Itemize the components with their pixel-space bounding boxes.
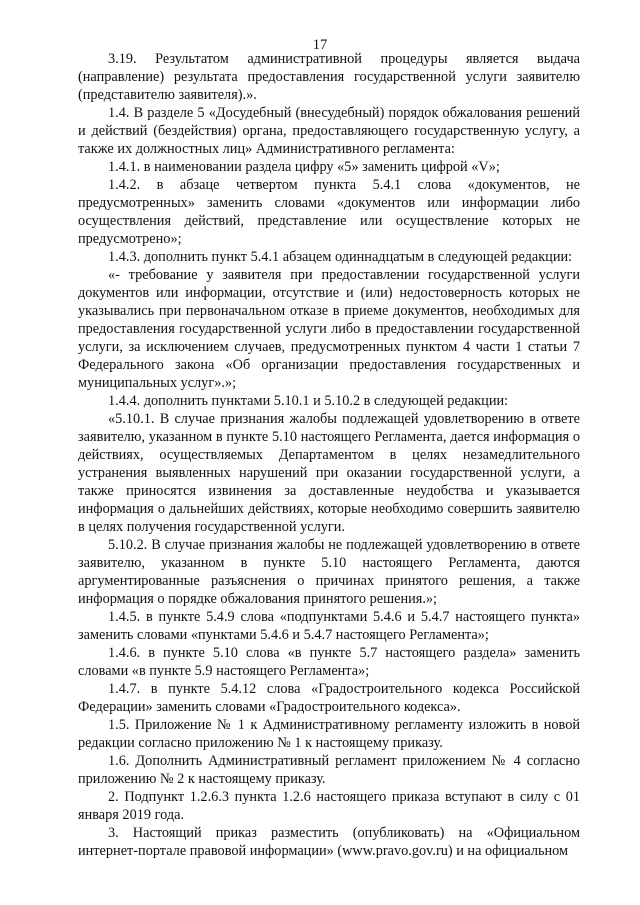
paragraph-1-4-6: 1.4.6. в пункте 5.10 слова «в пункте 5.7 настоящего раздела» заменить словами «в пункте 5.9 настоящего Регламента»; (78, 645, 580, 679)
paragraph-3-19: 3.19. Результатом административной процедуры является выдача (направление) результата предоставления государственной услуги заявителю (представителю заявителя).». (78, 51, 580, 103)
paragraph-1-5: 1.5. Приложение № 1 к Административному регламенту изложить в новой редакции согласно приложению № 1 к настоящему приказу. (78, 717, 580, 751)
paragraph-1-6: 1.6. Дополнить Административный регламент приложением № 4 согласно приложению № 2 к настоящему приказу. (78, 753, 580, 787)
paragraph-5-10-1: «5.10.1. В случае признания жалобы подлежащей удовлетворению в ответе заявителю, указанном в пункте 5.10 настоящего Регламента, дается информация о действиях, осуществляемых Департаментом в целях незамедлительного устранения выявленных нарушений при оказании государственной услуги, а также приносятся извинения за доставленные неудобства и указывается информация о дальнейших действиях, которые необходимо совершить заявителю в целях получения государственной услуги. (78, 411, 580, 535)
paragraph-1-4-2: 1.4.2. в абзаце четвертом пункта 5.4.1 слова «документов, не предусмотренных» заменить словами «документов или информации либо осуществления действий, представление или осуществление которых не предусмотрено»; (78, 177, 580, 247)
document-body (78, 50, 580, 860)
paragraph-1-4-5: 1.4.5. в пункте 5.4.9 слова «подпунктами 5.4.6 и 5.4.7 настоящего пункта» заменить словами «пунктами 5.4.6 и 5.4.7 настоящего Регламента»; (78, 609, 580, 643)
paragraph-1-4-1: 1.4.1. в наименовании раздела цифру «5» заменить цифрой «V»; (108, 159, 500, 175)
paragraph-1-4-4: 1.4.4. дополнить пунктами 5.10.1 и 5.10.2 в следующей редакции: (108, 393, 509, 409)
paragraph-3: 3. Настоящий приказ разместить (опубликовать) на «Официальном интернет-портале правовой информации» (www.pravo.gov.ru) и на официальном (78, 825, 580, 859)
paragraph-1-4-7: 1.4.7. в пункте 5.4.12 слова «Градостроительного кодекса Российской Федерации» заменить словами «Градостроительного кодекса». (78, 681, 580, 715)
paragraph-1-4: 1.4. В разделе 5 «Досудебный (внесудебный) порядок обжалования решений и действий (бездействия) органа, предоставляющего государственную услугу, а также их должностных лиц» Административного регламента: (78, 105, 580, 157)
paragraph-2: 2. Подпункт 1.2.6.3 пункта 1.2.6 настоящего приказа вступают в силу с 01 января 2019 года. (78, 789, 580, 823)
paragraph-5-10-2: 5.10.2. В случае признания жалобы не подлежащей удовлетворению в ответе заявителю, указанном в пункте 5.10 настоящего Регламента, даются аргументированные разъяснения о причинах принятого решения, а также информация о порядке обжалования принятого решения.»; (78, 537, 580, 607)
paragraph-1-4-3: 1.4.3. дополнить пункт 5.4.1 абзацем одиннадцатым в следующей редакции: (108, 249, 573, 265)
paragraph-quote-requirement: «- требование у заявителя при предоставлении государственной услуги документов или информации, отсутствие и (или) недостоверность которых не указывались при первоначальном отказе в приеме документов, необходимых для предоставления государственной услуги либо в предоставлении государственной услуги, за исключением случаев, предусмотренных пунктом 4 части 1 статьи 7 Федерального закона «Об организации предоставления государственных и муниципальных услуг».»; (78, 267, 580, 391)
page-number: 17 (312, 37, 328, 53)
